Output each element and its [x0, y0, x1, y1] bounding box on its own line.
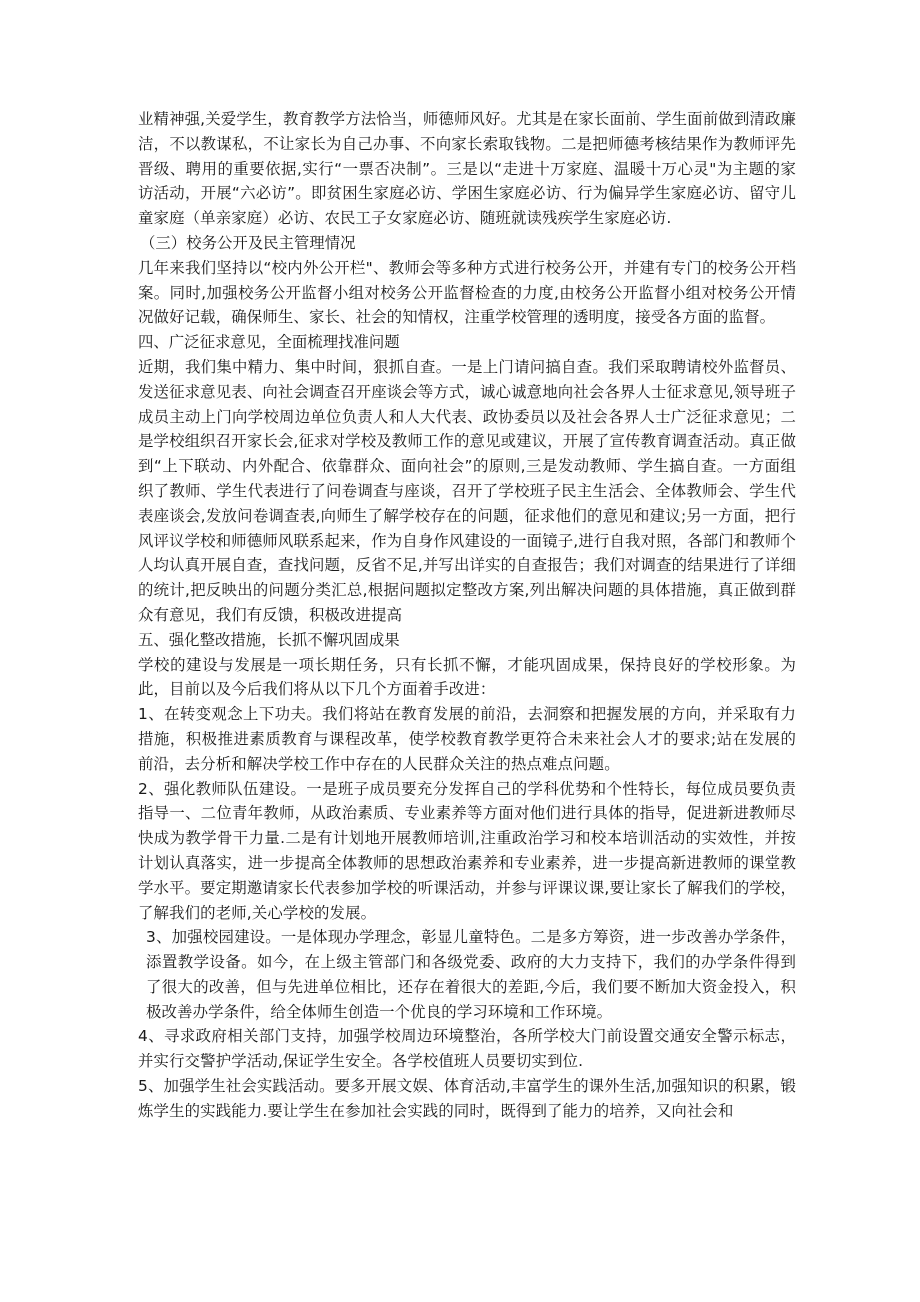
list-item-2: 2、强化教师队伍建设。一是班子成员要充分发挥自己的学科优势和个性特长，每位成员要负责指导一、二位青年教师，从政治素质、专业素养等方面对他们进行具体的指导，促进新进教师尽快成为教学骨干力量.二是有计划地开展教师培训,注重政治学习和校本培训活动的实效性，并按计划认真落实，进一步提高全体教师的思想政治素养和专业素养，进一步提高新进教师的课堂教学水平。要定期邀请家长代表参加学校的听课活动，并参与评课议课,要让家长了解我们的学校，了解我们的老师,关心学校的发展。 [138, 779, 796, 922]
paragraph-school-affairs: 几年来我们坚持以“校内外公开栏"、教师会等多种方式进行校务公开，并建有专门的校务公开档案。同时,加强校务公开监督小组对校务公开监督检查的力度,由校务公开监督小组对校务公开情况做好记载，确保师生、家长、社会的知情权，注重学校管理的透明度，接受各方面的监督。 [138, 258, 796, 327]
document-page [138, 107, 796, 1124]
paragraph-self-inspection: 近期，我们集中精力、集中时间，狠抓自查。一是上门请问搞自查。我们采取聘请校外监督员、发送征求意见表、向社会调查召开座谈会等方式，诚心诚意地向社会各界人士征求意见,领导班子成员主动上门向学校周边单位负责人和人大代表、政协委员以及社会各界人士广泛征求意见；二是学校组织召开家长会,征求对学校及教师工作的意见或建议，开展了宣传教育调查活动。真正做到“上下联动、内外配合、依靠群众、面向社会”的原则,三是发动教师、学生搞自查。一方面组织了教师、学生代表进行了问卷调查与座谈，召开了学校班子民主生活会、全体教师会、学生代表座谈会,发放问卷调查表,向师生了解学校存在的问题，征求他们的意见和建议;另一方面，把行风评议学校和师德师风联系起来，作为自身作风建设的一面镜子,进行自我对照，各部门和教师个人均认真开展自查，查找问题，反省不足,并写出详实的自查报告；我们对调查的结果进行了详细的统计,把反映出的问题分类汇总,根据问题拟定整改方案,列出解决问题的具体措施，真正做到群众有意见，我们有反馈，积极改进提高 [138, 357, 796, 624]
list-item-3: 3、加强校园建设。一是体现办学理念，彰显儿童特色。二是多方筹资，进一步改善办学条件，添置教学设备。如今，在上级主管部门和各级党委、政府的大力支持下，我们的办学条件得到了很大的改善，但与先进单位相比，还存在着很大的差距,今后，我们要不断加大资金投入，积极改善办学条件，给全体师生创造一个优良的学习环境和工作环境。 [146, 928, 796, 1021]
list-item-1: 1、在转变观念上下功夫。我们将站在教育发展的前沿，去洞察和把握发展的方向，并采取有力措施，积极推进素质教育与课程改革，使学校教育教学更符合未来社会人才的要求;站在发展的前沿，去分析和解决学校工作中存在的人民群众关注的热点难点问题。 [138, 705, 796, 773]
list-item-4: 4、寻求政府相关部门支持，加强学校周边环境整治，各所学校大门前设置交通安全警示标志，并实行交警护学活动,保证学生安全。各学校值班人员要切实到位. [138, 1027, 796, 1071]
heading-section-five: 五、强化整改措施，长抓不懈巩固成果 [138, 630, 400, 649]
paragraph-long-term-task: 学校的建设与发展是一项长期任务，只有长抓不懈，才能巩固成果，保持良好的学校形象。为此，目前以及今后我们将从以下几个方面着手改进： [138, 655, 796, 699]
heading-school-affairs-openness: （三）校务公开及民主管理情况 [140, 233, 356, 252]
paragraph-teacher-ethics: 业精神强,关爱学生，教育教学方法恰当，师德师风好。尤其是在家长面前、学生面前做到清政廉洁，不以教谋私，不让家长为自己办事、不向家长索取钱物。二是把师德考核结果作为教师评先晋级、聘用的重要依据,实行“一票否决制”。三是以“走进十万家庭、温暖十万心灵"为主题的家访活动，开展“六必访”。即贫困生家庭必访、学困生家庭必访、行为偏异学生家庭必访、留守儿童家庭（单亲家庭）必访、农民工子女家庭必访、随班就读残疾学生家庭必访. [138, 110, 796, 228]
heading-section-four: 四、广泛征求意见，全面梳理找准问题 [138, 333, 400, 352]
list-item-5: 5、加强学生社会实践活动。要多开展文娱、体育活动,丰富学生的课外生活,加强知识的积累，锻炼学生的实践能力.要让学生在参加社会实践的同时，既得到了能力的培养，又向社会和 [138, 1077, 796, 1120]
